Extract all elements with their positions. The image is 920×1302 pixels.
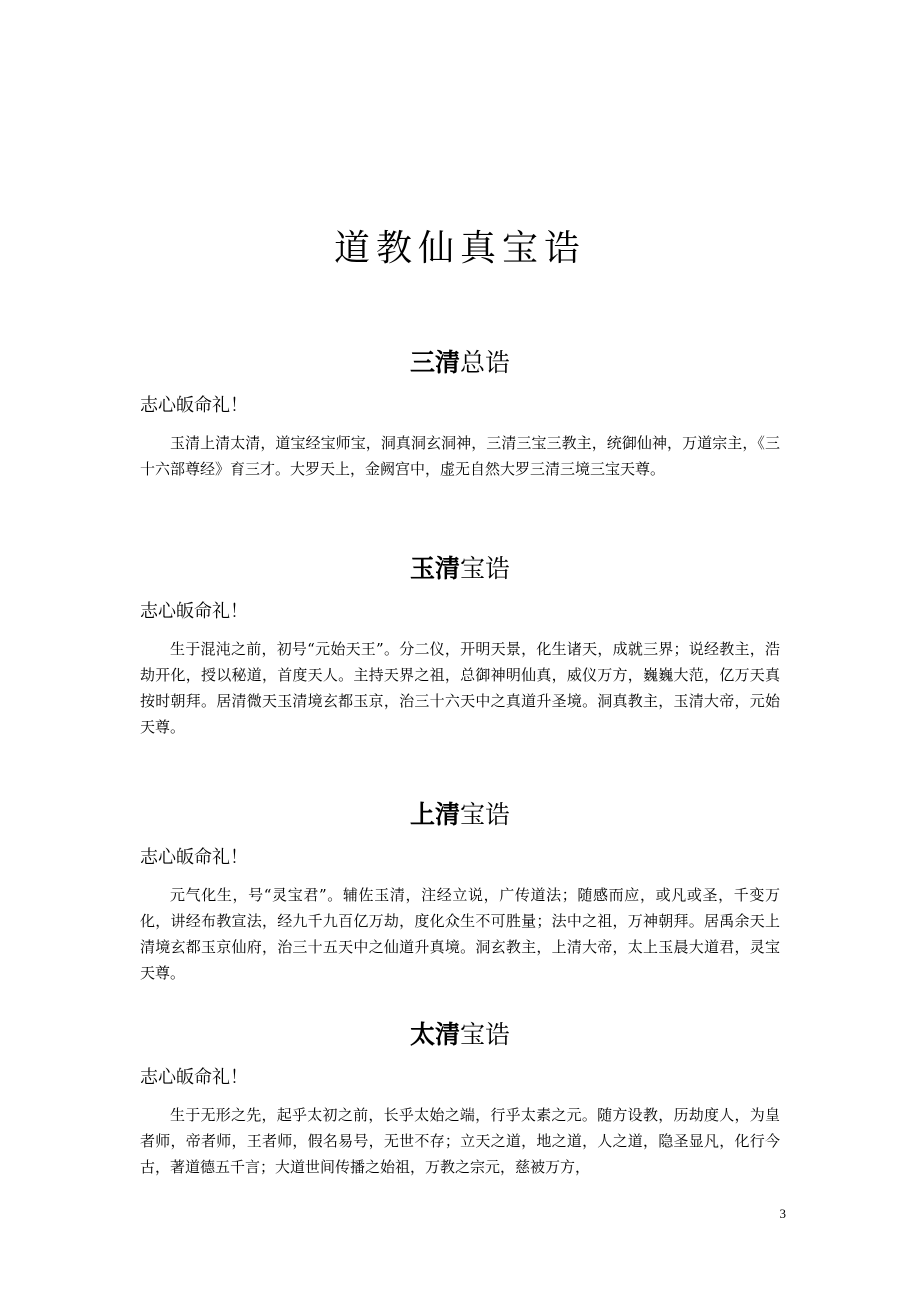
invocation-line: 志心皈命礼！ bbox=[140, 395, 248, 416]
section-heading bbox=[140, 552, 780, 586]
section-heading bbox=[140, 1018, 780, 1052]
heading-bold-part: 三清 bbox=[409, 348, 460, 377]
section-taiqing bbox=[140, 1018, 780, 1180]
section-sanqing-general bbox=[140, 346, 780, 482]
section-heading bbox=[140, 798, 780, 832]
heading-rest-part: 宝诰 bbox=[460, 554, 511, 583]
invocation-line: 志心皈命礼！ bbox=[140, 601, 248, 622]
heading-bold-part: 上清 bbox=[409, 800, 460, 829]
heading-bold-part: 玉清 bbox=[409, 554, 460, 583]
page-number: 3 bbox=[779, 1206, 786, 1221]
section-body: 生于无形之先，起乎太初之前，长乎太始之端，行乎太素之元。随方设教，历劫度人，为皇者师，帝者师，王者师，假名易号，无世不存；立天之道，地之道，人之道，隐圣显凡，化行今古，著道德五千言；大道世间传播之始祖，万教之宗元，慈被万方， bbox=[140, 1106, 780, 1176]
section-heading bbox=[140, 346, 780, 380]
invocation-line: 志心皈命礼！ bbox=[140, 847, 248, 868]
heading-rest-part: 宝诰 bbox=[460, 800, 511, 829]
section-body: 生于混沌之前，初号“元始天王”。分二仪，开明天景，化生诸天，成就三界；说经教主，浩劫开化，授以秘道，首度天人。主持天界之祖，总御神明仙真，威仪万方，巍巍大范，亿万天真按时朝拜。居清微天玉清境玄都玉京，治三十六天中之真道升圣境。洞真教主，玉清大帝，元始天尊。 bbox=[140, 640, 780, 736]
heading-rest-part: 总诰 bbox=[460, 348, 511, 377]
document-title: 道教仙真宝诰 bbox=[333, 228, 586, 269]
heading-rest-part: 宝诰 bbox=[460, 1020, 511, 1049]
heading-bold-part: 太清 bbox=[409, 1020, 460, 1049]
section-yuqing bbox=[140, 552, 780, 740]
section-body: 玉清上清太清，道宝经宝师宝，洞真洞玄洞神，三清三宝三教主，统御仙神，万道宗主，《三十六部尊经》育三才。大罗天上，金阙宫中，虚无自然大罗三清三境三宝天尊。 bbox=[140, 434, 780, 478]
invocation-line: 志心皈命礼！ bbox=[140, 1067, 248, 1088]
section-body: 元气化生，号“灵宝君”。辅佐玉清，注经立说，广传道法；随感而应，或凡或圣，千变万化，讲经布教宣法，经九千九百亿万劫，度化众生不可胜量；法中之祖，万神朝拜。居禹余天上清境玄都玉京仙府，治三十五天中之仙道升真境。洞玄教主，上清大帝，太上玉晨大道君，灵宝天尊。 bbox=[140, 886, 780, 982]
section-shangqing bbox=[140, 798, 780, 986]
